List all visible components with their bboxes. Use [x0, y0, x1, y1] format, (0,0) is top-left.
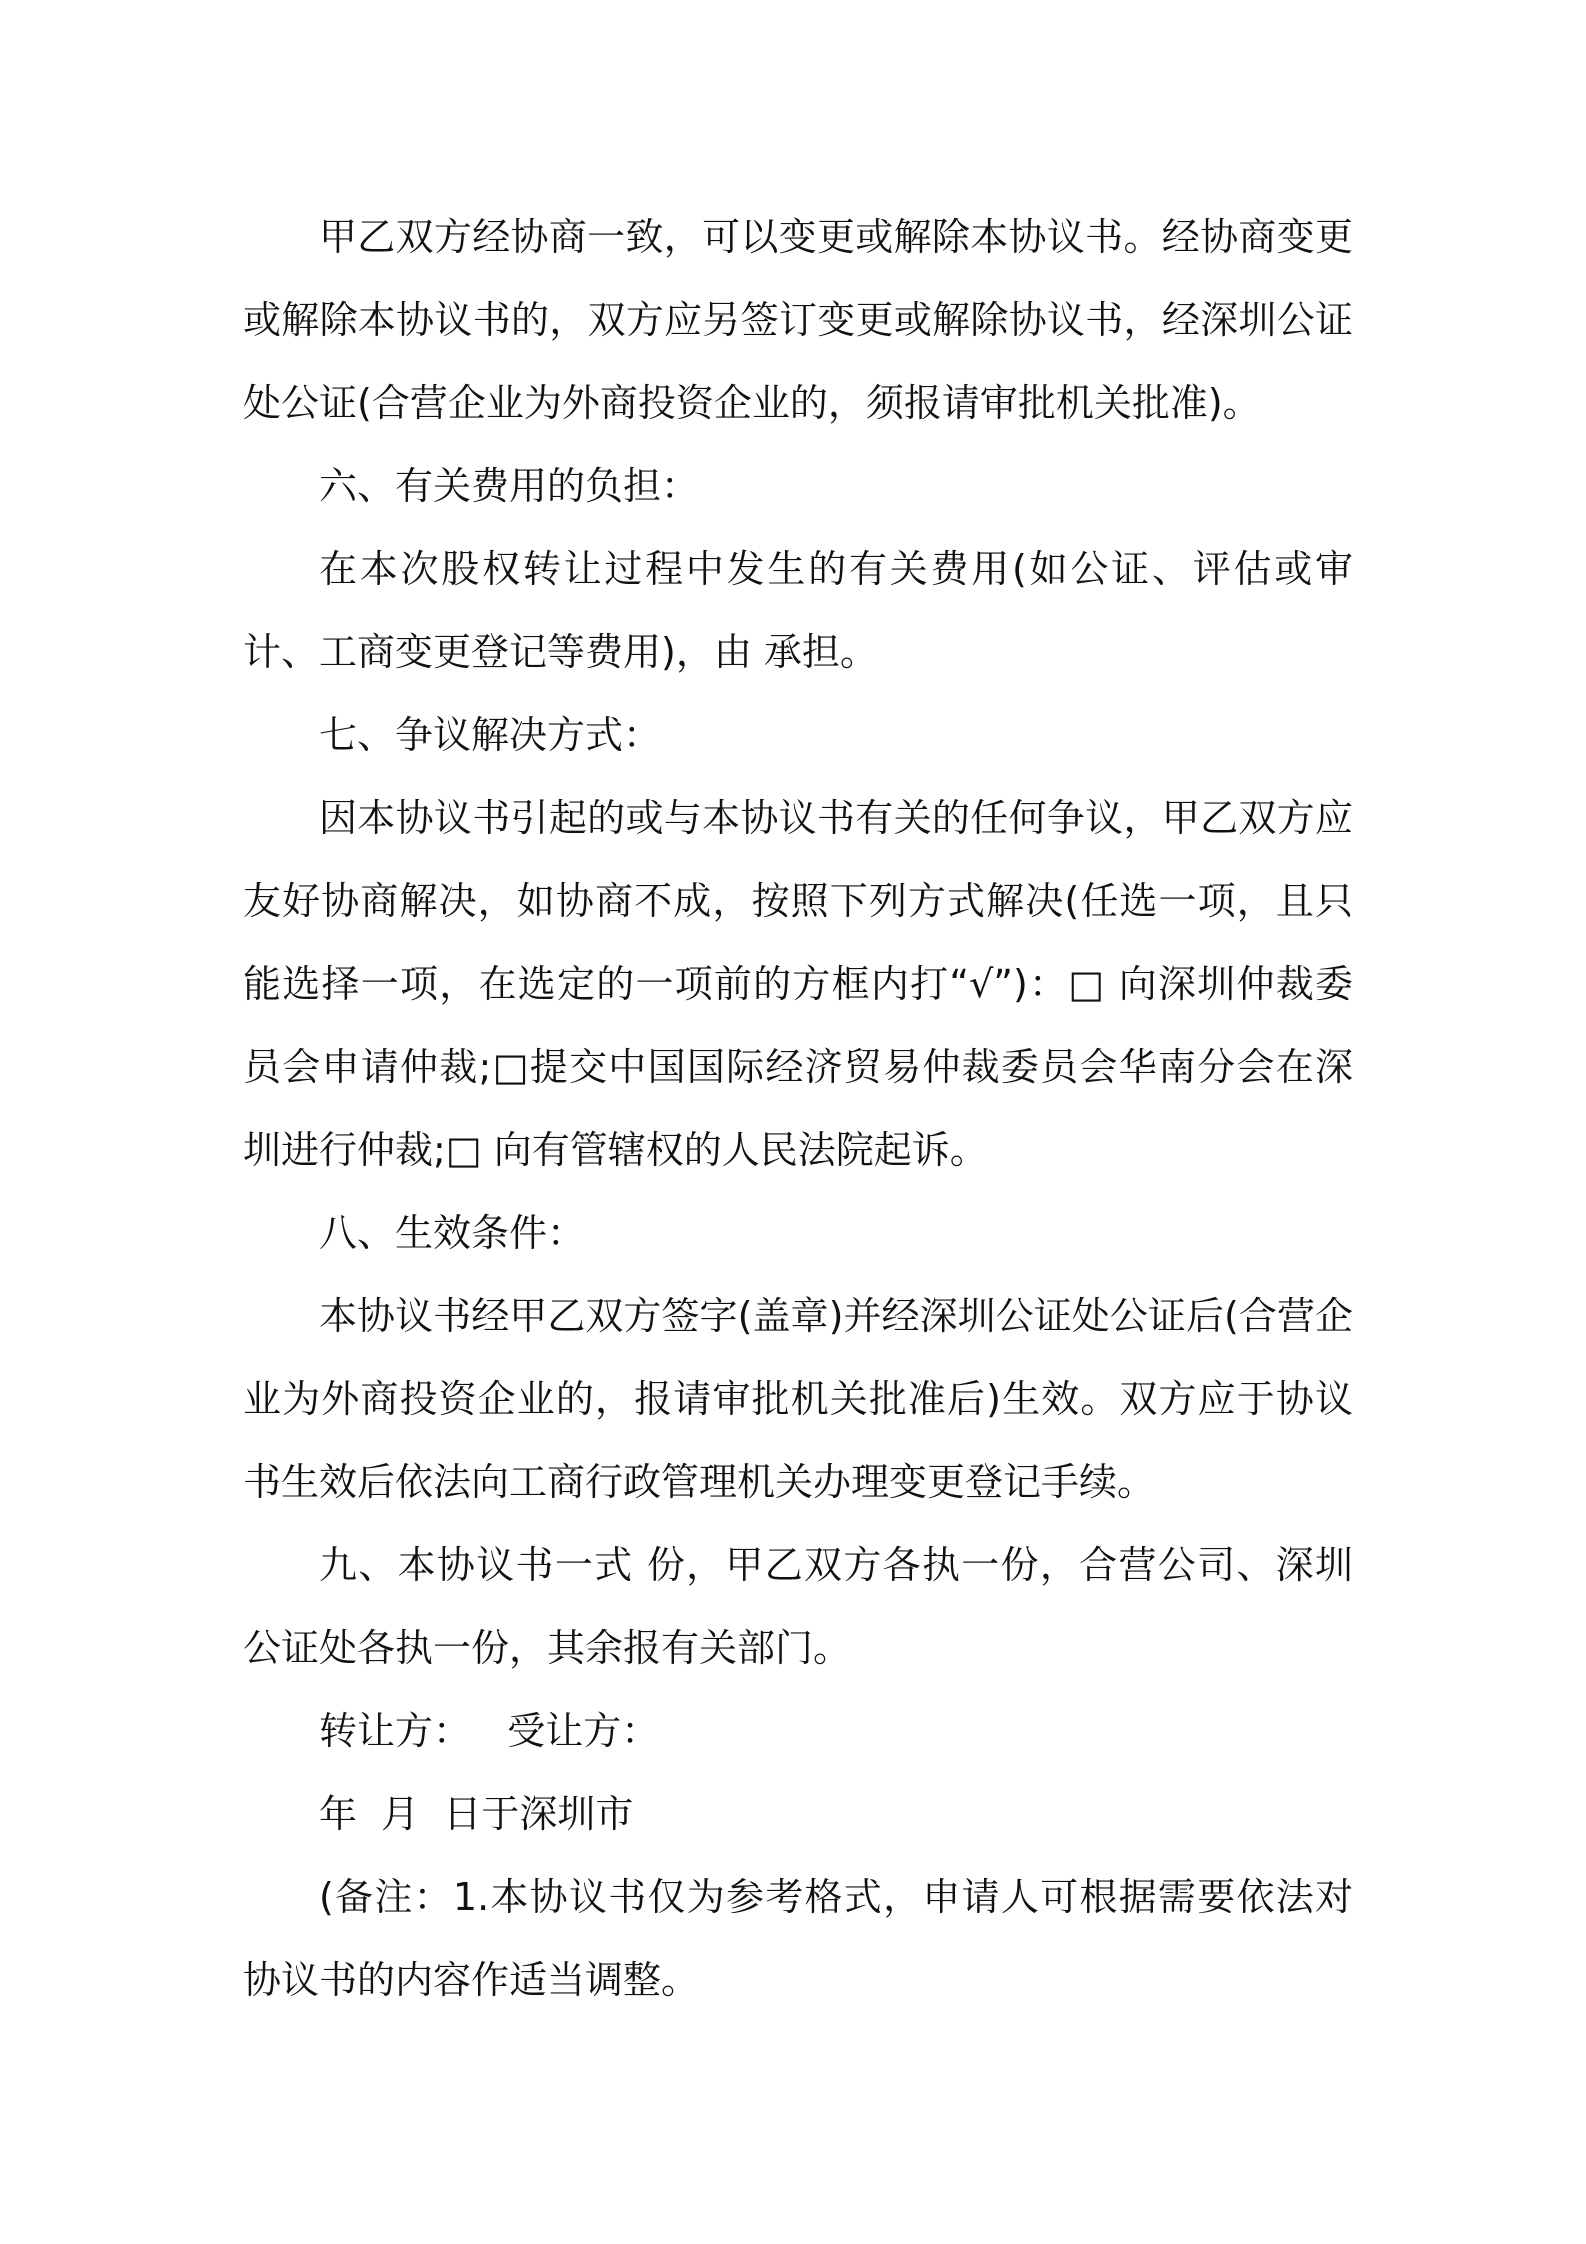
document-body	[243, 196, 1353, 2022]
paragraph-copies: 九、本协议书一式 份，甲乙双方各执一份，合营公司、深圳公证处各执一份，其余报有关部门。	[243, 1543, 1353, 1670]
paragraph-amendment: 甲乙双方经协商一致，可以变更或解除本协议书。经协商变更或解除本协议书的，双方应另签订变更或解除协议书，经深圳公证处公证(合营企业为外商投资企业的，须报请审批机关批准)。	[243, 215, 1353, 425]
heading-section-7: 七、争议解决方式：	[319, 713, 662, 757]
heading-section-8: 八、生效条件：	[319, 1211, 586, 1255]
paragraph-expenses: 在本次股权转让过程中发生的有关费用(如公证、评估或审计、工商变更登记等费用)，由 承担。	[243, 547, 1353, 674]
paragraph-effective-conditions: 本协议书经甲乙双方签字(盖章)并经深圳公证处公证后(合营企业为外商投资企业的，报请审批机关批准后)生效。双方应于协议书生效后依法向工商行政管理机关办理变更登记手续。	[243, 1294, 1353, 1504]
signature-parties: 转让方： 受让方：	[319, 1709, 660, 1753]
paragraph-remarks: (备注：1.本协议书仅为参考格式，申请人可根据需要依法对协议书的内容作适当调整。	[243, 1875, 1353, 2002]
heading-section-6: 六、有关费用的负担：	[319, 464, 700, 508]
paragraph-dispute-resolution: 因本协议书引起的或与本协议书有关的任何争议，甲乙双方应友好协商解决，如协商不成，按照下列方式解决(任选一项，且只能选择一项，在选定的一项前的方框内打“√”)：□ 向深圳仲裁委员会申请仲裁;□提交中国国际经济贸易仲裁委员会华南分会在深圳进行仲裁;□ 向有管辖权的人民法院起诉。	[243, 796, 1353, 1172]
signature-date-place: 年 月 日于深圳市	[319, 1792, 634, 1836]
